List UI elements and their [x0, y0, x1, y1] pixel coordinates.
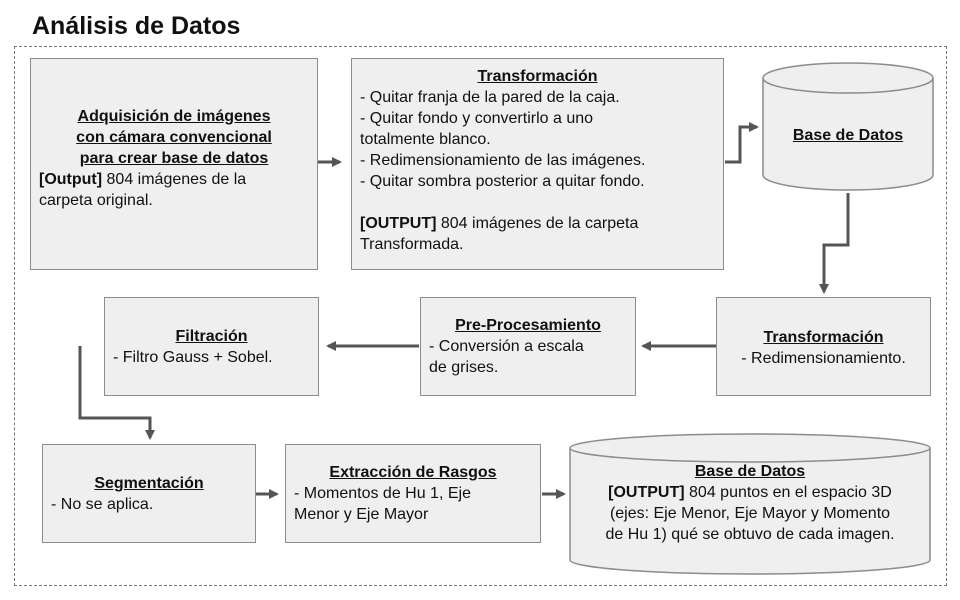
segmentacion-title: Segmentación: [94, 475, 204, 492]
adquisicion-output: [39, 169, 309, 211]
step-line: - Quitar sombra posterior a quitar fondo.: [360, 173, 645, 190]
output-text: de Hu 1) qué se obtuvo de cada imagen.: [605, 526, 895, 543]
adquisicion-title-line: con cámara convencional: [76, 129, 272, 146]
diagram-title: Análisis de Datos: [32, 12, 241, 40]
output-tag: [OUTPUT]: [608, 484, 685, 501]
arrow-transformacion-to-base-datos: [725, 127, 757, 162]
filtracion-title: Filtración: [175, 328, 248, 345]
arrow-base-datos-to-transformacion2: [824, 193, 848, 292]
output-text: (ejes: Eje Menor, Eje Mayor y Momento: [609, 505, 891, 522]
base-datos2-title: Base de Datos: [694, 463, 806, 480]
step-line: - Redimensionamiento.: [741, 350, 906, 367]
box-segmentacion: [42, 444, 256, 543]
transformacion1-title: Transformación: [477, 68, 598, 85]
output-tag: [OUTPUT]: [360, 215, 437, 232]
box-preprocesamiento: [420, 297, 636, 396]
step-line: - Filtro Gauss + Sobel.: [113, 349, 273, 366]
adquisicion-title: [39, 106, 309, 169]
step-line: Menor y Eje Mayor: [294, 506, 429, 523]
output-text: 804 imágenes de la carpeta: [436, 215, 639, 232]
output-text: 804 imágenes de la: [102, 171, 247, 188]
output-text: carpeta original.: [39, 192, 153, 209]
output-text: 804 puntos en el espacio 3D: [684, 484, 892, 501]
transformacion1-steps: [360, 87, 715, 255]
box-filtracion: [104, 297, 319, 396]
step-line: de grises.: [429, 359, 499, 376]
box-extraccion: [285, 444, 541, 543]
step-line: - No se aplica.: [51, 496, 154, 513]
step-line: totalmente blanco.: [360, 131, 491, 148]
step-line: - Redimensionamiento de las imágenes.: [360, 152, 646, 169]
output-tag: [Output]: [39, 171, 103, 188]
extraccion-title: Extracción de Rasgos: [329, 464, 497, 481]
step-line: - Conversión a escala: [429, 338, 584, 355]
box-adquisicion: [30, 58, 318, 270]
step-line: - Momentos de Hu 1, Eje: [294, 485, 471, 502]
adquisicion-title-line: para crear base de datos: [79, 150, 269, 167]
step-line: - Quitar franja de la pared de la caja.: [360, 89, 620, 106]
base-datos1-title: Base de Datos: [792, 127, 904, 144]
base-datos1-label: [763, 125, 933, 146]
preprocesamiento-title: Pre-Procesamiento: [455, 317, 601, 334]
output-text: Transformada.: [360, 236, 464, 253]
step-line: - Quitar fondo y convertirlo a uno: [360, 110, 594, 127]
base-datos2-label: [572, 461, 928, 545]
adquisicion-title-line: Adquisición de imágenes: [77, 108, 271, 125]
box-transformacion-2: [716, 297, 931, 396]
box-transformacion-1: [351, 58, 724, 270]
transformacion2-title: Transformación: [763, 329, 884, 346]
